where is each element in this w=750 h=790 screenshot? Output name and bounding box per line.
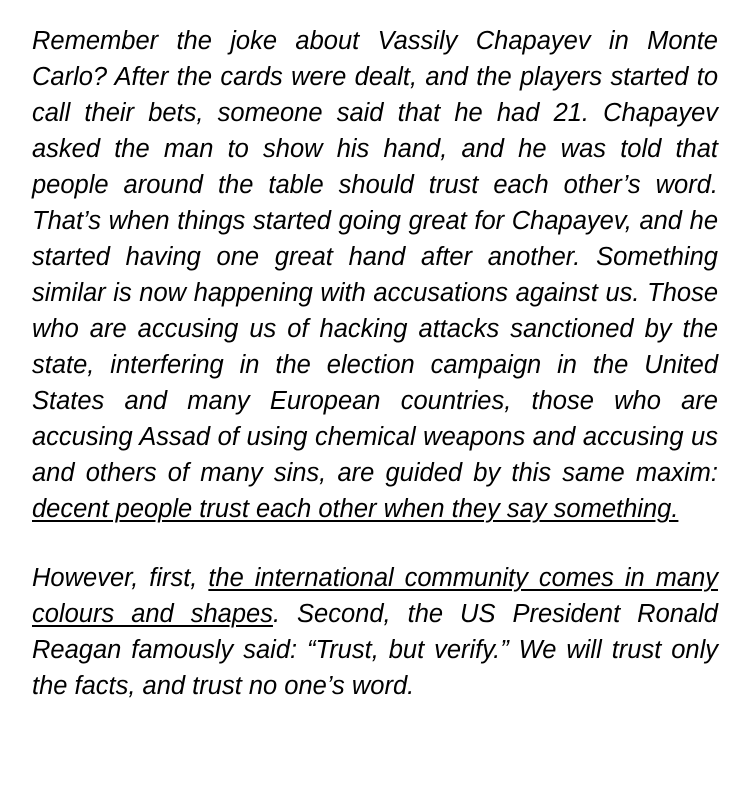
underlined-phrase: decent people trust each other when they say something. — [32, 495, 679, 523]
paragraph-trust-but-verify — [32, 560, 718, 704]
underlined-phrase: the international community comes in many colours and shapes — [32, 564, 718, 628]
paragraph-text: However, first, — [32, 564, 209, 592]
paragraph-chapayev-joke — [32, 23, 718, 527]
paragraph-text: Remember the joke about Vassily Chapayev in Monte Carlo? After the cards were dealt, and the players started to call their bets, someone said that he had 21. Chapayev asked the man to show his hand, and he was told that people around the table should trust each other’s word. That’s when things started going great for Chapayev, and he started having one great hand after another. Something similar is now happening with accusations against us. Those who are accusing us of hacking attacks sanctioned by the state, interfering in the election campaign in the United States and many European countries, those who are accusing Assad of using chemical weapons and accusing us and others of many sins, are guided by this same maxim: — [32, 27, 718, 487]
document-body — [32, 23, 718, 704]
paragraph-text: . Second, the US President Ronald Reagan famously said: “Trust, but verify.” We will trust only the facts, and trust no one’s word. — [32, 600, 718, 700]
